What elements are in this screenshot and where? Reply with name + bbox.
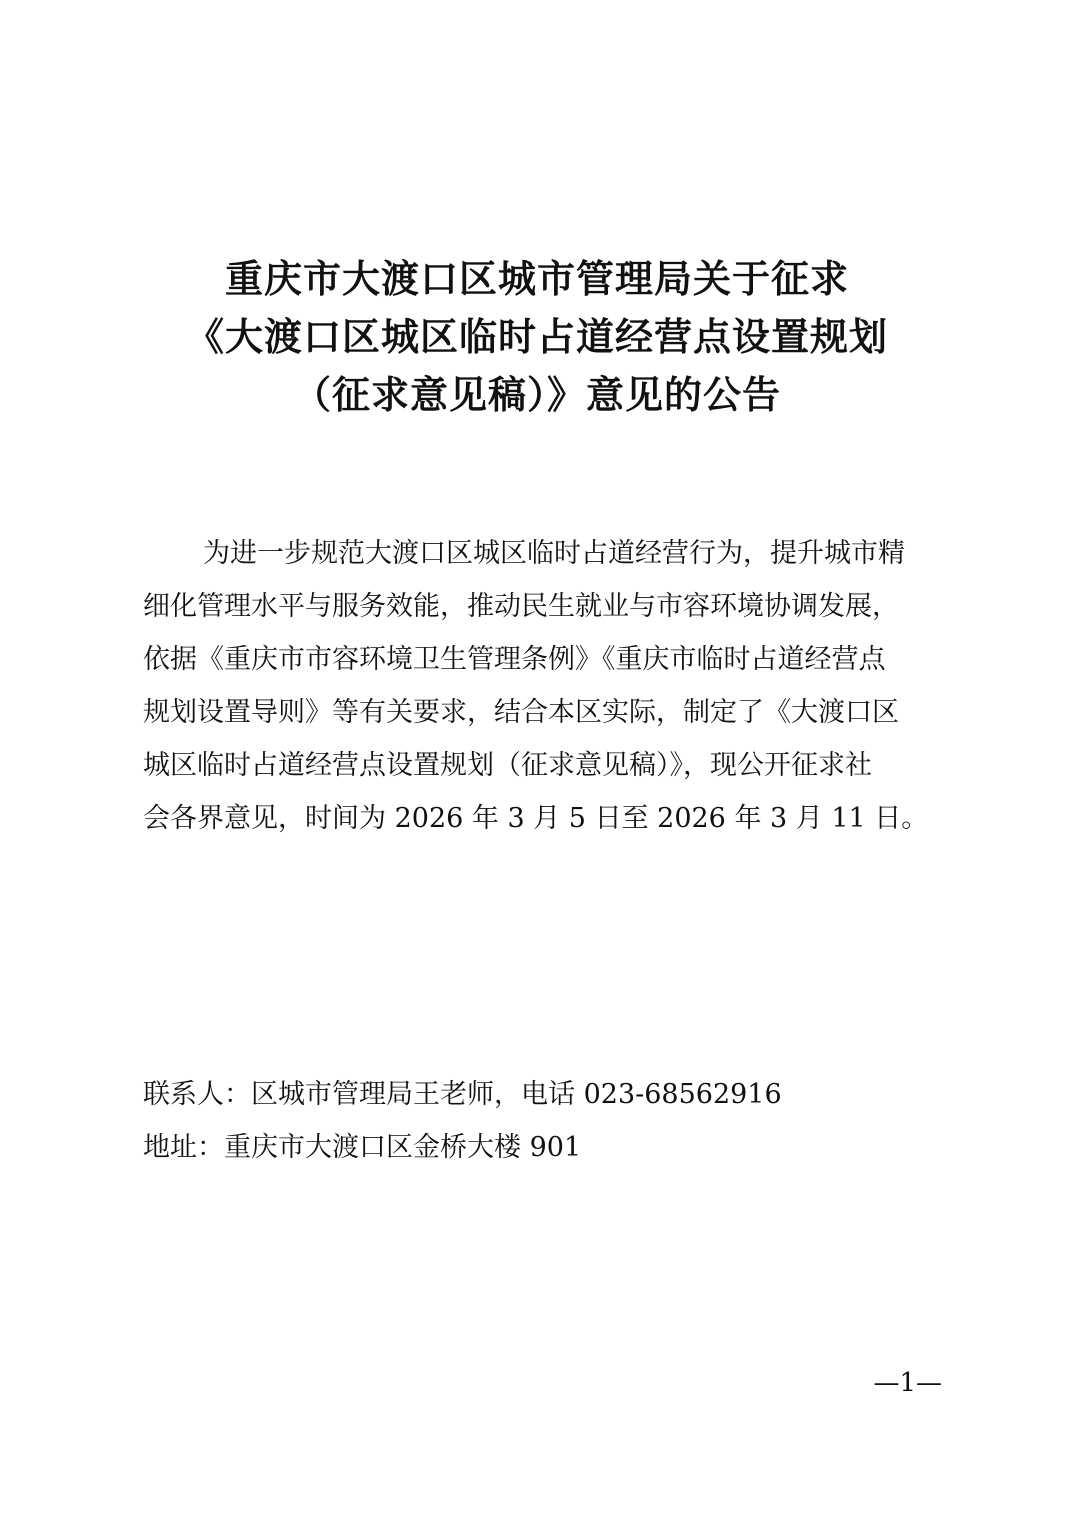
body-line-5: 城区临时占道经营点设置规划（征求意见稿）》，现公开征求社 (143, 750, 872, 781)
body-line-6: 会各界意见，时间为 2026 年 3 月 5 日至 2026 年 3 月 11 日。 (143, 803, 929, 834)
document-title (0, 250, 1074, 424)
title-line-3: （征求意见稿）》意见的公告 (292, 372, 781, 417)
contact-block (143, 1068, 943, 1174)
body-line-2: 细化管理水平与服务效能，推动民生就业与市容环境协调发展， (143, 591, 899, 622)
contact-address: 地址：重庆市大渡口区金桥大楼 901 (143, 1132, 582, 1163)
title-line-1: 重庆市大渡口区城市管理局关于征求 (224, 256, 849, 301)
body-line-3: 依据《重庆市市容环境卫生管理条例》《重庆市临时占道经营点 (143, 644, 886, 675)
contact-person: 联系人：区城市管理局王老师，电话 023-68562916 (143, 1079, 782, 1110)
page-number: —1— (873, 1368, 942, 1398)
body-line-1: 为进一步规范大渡口区城区临时占道经营行为，提升城市精 (203, 538, 905, 569)
announcement-body (143, 527, 943, 845)
title-line-2: 《大渡口区城区临时占道经营点设置规划 (185, 314, 888, 359)
body-line-4: 规划设置导则》等有关要求，结合本区实际，制定了《大渡口区 (143, 697, 899, 728)
